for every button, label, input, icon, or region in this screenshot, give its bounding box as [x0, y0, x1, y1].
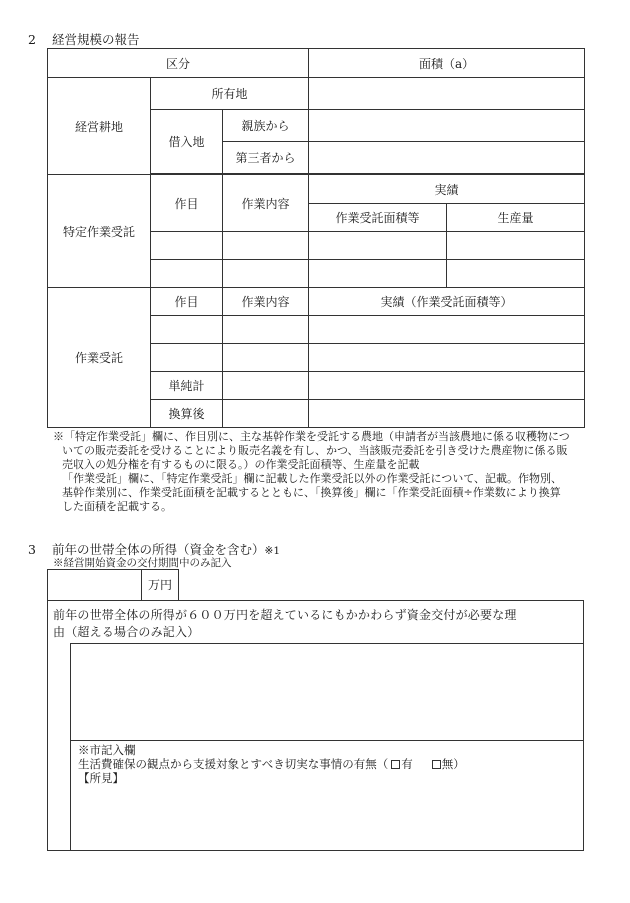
section-3-subnote: ※経営開始資金の交付期間中のみ記入: [53, 557, 232, 569]
header-menseki: 面積（a）: [309, 49, 585, 78]
cell-tokutei-sakumoku-1[interactable]: [151, 232, 223, 260]
reason-text: 前年の世帯全体の所得が６００万円を超えているにもかかわらず資金交付が必要な理 由（超える場合のみ記入）: [53, 608, 517, 639]
city-heading: ※市記入欄: [78, 743, 136, 757]
header-jisseki: 実績: [309, 175, 585, 204]
label-shoyuchi: 所有地: [151, 78, 309, 110]
header-sagyou-jutaku-menseki: 作業受託面積等: [309, 204, 447, 232]
checkbox-no[interactable]: [432, 760, 441, 769]
cell-jutaku-jisseki-2[interactable]: [309, 344, 585, 372]
cell-tanjunkei-jisseki[interactable]: [309, 372, 585, 400]
header-sakumoku-1: 作目: [151, 175, 223, 232]
income-input-cell[interactable]: [47, 569, 142, 601]
label-shinzoku: 親族から: [223, 110, 309, 142]
label-shakuchi: 借入地: [151, 110, 223, 174]
cell-tanjunkei-naiyou[interactable]: [223, 372, 309, 400]
label-tanjunkei: 単純計: [151, 372, 223, 400]
header-seisanryou: 生産量: [447, 204, 585, 232]
shoken-label: 【所見】: [78, 771, 124, 785]
cell-tokutei-seisanryou-2[interactable]: [447, 260, 585, 288]
header-sagyou-naiyou-1: 作業内容: [223, 175, 309, 232]
header-jisseki-full: 実績（作業受託面積等）: [309, 288, 585, 316]
reason-input-area[interactable]: [70, 643, 584, 741]
city-question: 生活費確保の観点から支援対象とすべき切実な事情の有無（ 有 無）: [78, 757, 465, 771]
header-kubun: 区分: [48, 49, 309, 78]
cell-tokutei-seisanryou-1[interactable]: [447, 232, 585, 260]
cell-kansango-naiyou[interactable]: [223, 400, 309, 428]
cell-jutaku-naiyou-1[interactable]: [223, 316, 309, 344]
checkbox-yes[interactable]: [391, 760, 400, 769]
cell-tokutei-naiyou-1[interactable]: [223, 232, 309, 260]
section-2-title: 2 経営規模の報告: [28, 32, 140, 47]
note-tokutei-cont: いての販売委託を受けることにより販売名義を有し、かつ、当該販売委託を引き受けた農産物に係る販 売収入の処分権を有するものに限る。）の作業受託面積等、生産量を記載 「作業受託」欄に、「特定作業受託」欄に記載した作業受託以外の作業受託について、記載。作物別、 基幹作業別に、作業受託面積を記載するとともに、「換算後」欄に「作業受託面積÷作業数により換算 した面積を記載する。: [62, 444, 568, 513]
label-daisansha: 第三者から: [223, 142, 309, 174]
cell-shinzoku-area[interactable]: [309, 110, 585, 142]
cell-jutaku-sakumoku-1[interactable]: [151, 316, 223, 344]
label-tokutei: 特定作業受託: [48, 175, 151, 288]
cell-tokutei-menseki-2[interactable]: [309, 260, 447, 288]
note-tokutei: ※「特定作業受託」欄に、作目別に、主な基幹作業を受託する農地（申請者が当該農地に係る収穫物につ: [53, 430, 570, 443]
label-keiei-kouchi: 経営耕地: [48, 78, 151, 175]
business-scale-table: [47, 48, 585, 428]
cell-jutaku-sakumoku-2[interactable]: [151, 344, 223, 372]
cell-shoyuchi-area[interactable]: [309, 78, 585, 110]
income-unit-cell: 万円: [141, 569, 179, 601]
header-sakumoku-2: 作目: [151, 288, 223, 316]
header-sagyou-naiyou-2: 作業内容: [223, 288, 309, 316]
city-entry-content: [78, 743, 465, 785]
cell-jutaku-jisseki-1[interactable]: [309, 316, 585, 344]
cell-tokutei-naiyou-2[interactable]: [223, 260, 309, 288]
cell-tokutei-sakumoku-2[interactable]: [151, 260, 223, 288]
cell-kansango-jisseki[interactable]: [309, 400, 585, 428]
cell-jutaku-naiyou-2[interactable]: [223, 344, 309, 372]
label-sagyou-jutaku: 作業受託: [48, 288, 151, 428]
cell-tokutei-menseki-1[interactable]: [309, 232, 447, 260]
label-kansango: 換算後: [151, 400, 223, 428]
cell-daisansha-area[interactable]: [309, 142, 585, 174]
section-3-title: 3 前年の世帯全体の所得（資金を含む）※1: [28, 542, 280, 557]
